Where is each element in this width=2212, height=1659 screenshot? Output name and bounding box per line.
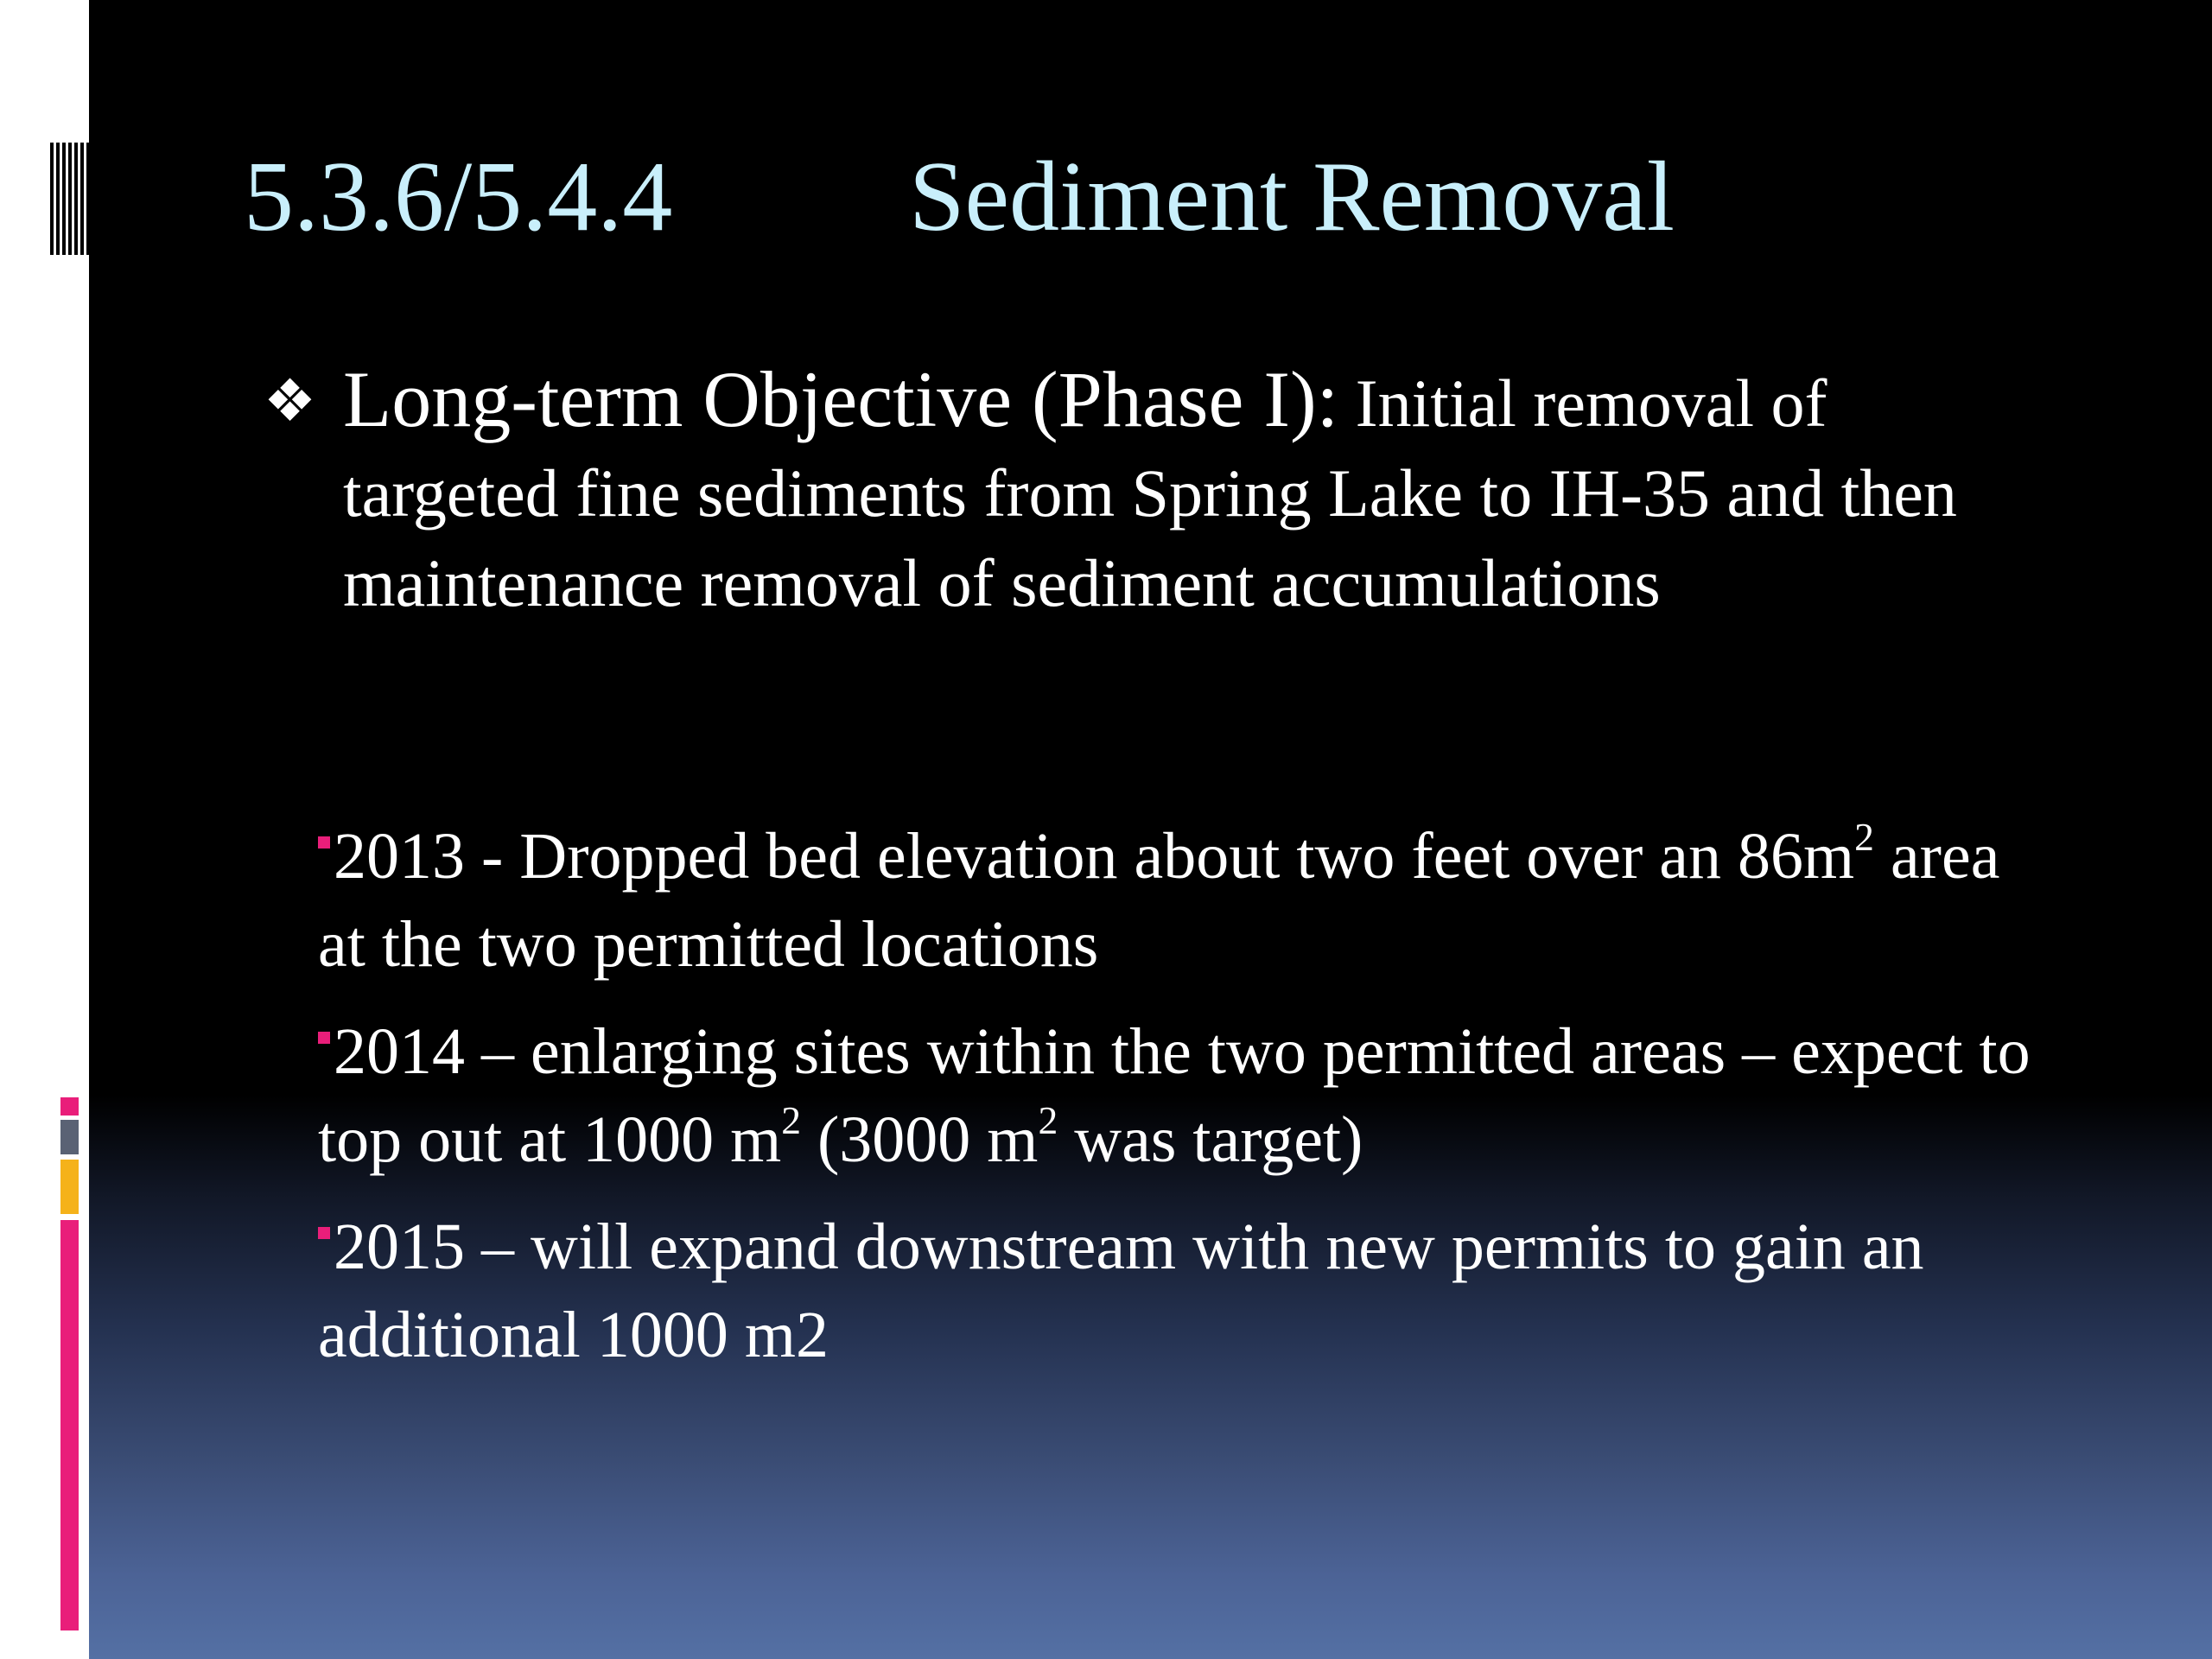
item-text: (3000 m [801,1103,1039,1176]
decorative-stripes [50,143,89,255]
item-year: 2013 [334,820,465,893]
item-text: – will expand downstream with new permits to gain an additional 1000 m2 [318,1211,1924,1371]
square-bullet-icon [318,836,330,849]
slide-title [244,142,1675,252]
list-item-2014 [318,1007,2063,1184]
objective-description: Initial removal of targeted fine sediments from Spring Lake to IH-35 and then maintenance removal of sediment accumulations [343,365,1957,620]
progress-list [318,812,2063,1398]
item-text: was target) [1058,1103,1363,1176]
objective-block [264,354,2009,628]
accent-bar-gray [60,1120,79,1154]
list-item-2013 [318,812,2063,988]
accent-bar-yellow [60,1160,79,1214]
list-item-2015 [318,1203,2063,1379]
objective-text [343,354,2009,628]
title-section-code: 5.3.6/5.4.4 [244,142,673,252]
superscript: 2 [781,1098,801,1143]
four-diamond-bullet-icon: ❖ [264,368,316,434]
superscript: 2 [1854,815,1874,860]
square-bullet-icon [318,1227,330,1239]
item-text: – enlarging sites within the two permitted areas – expect to top out at 1000 m [318,1015,2031,1176]
superscript: 2 [1038,1098,1058,1143]
item-year: 2015 [334,1211,465,1283]
square-bullet-icon [318,1032,330,1044]
title-text: Sediment Removal [909,142,1675,252]
item-text: area at the two permitted locations [318,820,2000,981]
item-text: - Dropped bed elevation about two feet over an 86m [465,820,1855,893]
item-year: 2014 [334,1015,465,1088]
objective-lead: Long-term Objective (Phase I): [343,355,1339,443]
accent-bar-pink-small [60,1097,79,1116]
accent-bar-pink [60,1220,79,1630]
